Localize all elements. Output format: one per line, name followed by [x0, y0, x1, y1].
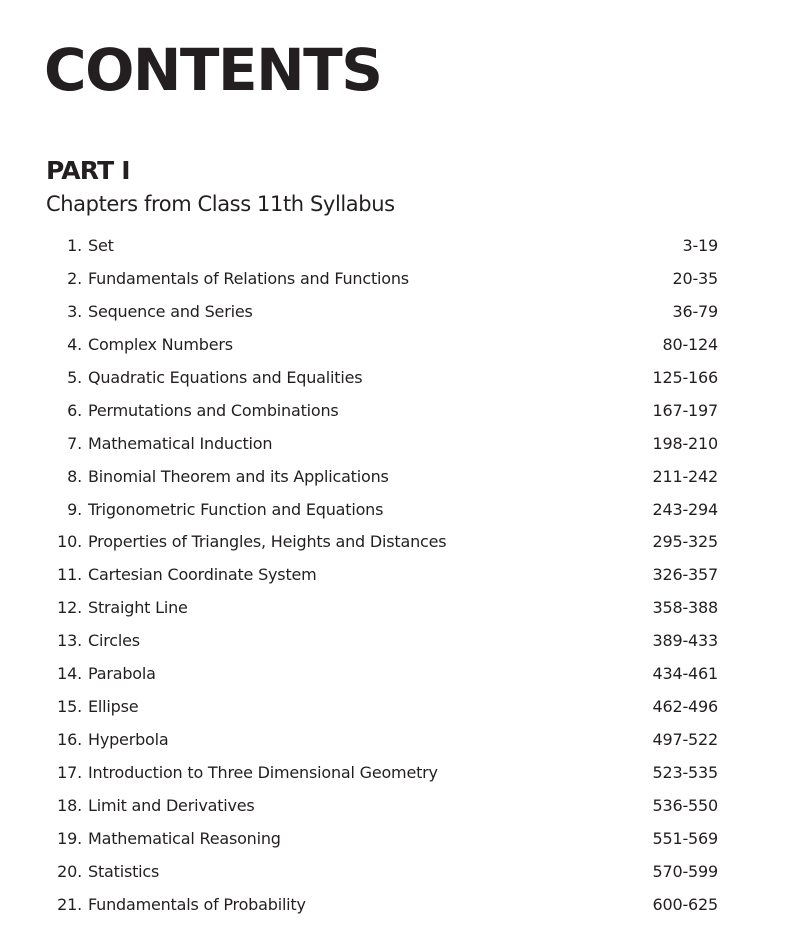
- chapter-title: Mathematical Induction: [88, 433, 273, 453]
- toc-entry[interactable]: [0, 756, 789, 789]
- toc-entry[interactable]: [0, 361, 789, 394]
- chapter-number: 19.: [57, 828, 82, 848]
- chapter-title: Cartesian Coordinate System: [88, 565, 317, 585]
- toc-entry[interactable]: [0, 591, 789, 624]
- chapter-title: Trigonometric Function and Equations: [88, 499, 384, 519]
- chapter-number: 5.: [67, 367, 82, 387]
- toc-entry[interactable]: [0, 855, 789, 888]
- chapter-pages: 243-294: [652, 499, 718, 519]
- chapter-title: Limit and Derivatives: [88, 795, 255, 815]
- chapter-number: 2.: [67, 268, 82, 288]
- chapter-title: Parabola: [88, 664, 156, 684]
- chapter-title: Properties of Triangles, Heights and Distances: [88, 532, 447, 552]
- toc-entry[interactable]: [0, 262, 789, 295]
- chapter-pages: 167-197: [652, 400, 718, 420]
- chapter-pages: 551-569: [652, 828, 718, 848]
- toc-entry[interactable]: [0, 657, 789, 690]
- chapter-number: 7.: [67, 433, 82, 453]
- part-subtitle: Chapters from Class 11th Syllabus: [46, 192, 395, 216]
- chapter-title: Hyperbola: [88, 730, 169, 750]
- toc-entry[interactable]: [0, 295, 789, 328]
- chapter-pages: 80-124: [662, 334, 718, 354]
- chapter-number: 21.: [57, 894, 82, 914]
- chapter-pages: 198-210: [652, 433, 718, 453]
- toc-entry[interactable]: [0, 493, 789, 526]
- chapter-number: 1.: [67, 236, 82, 255]
- chapter-number: 8.: [67, 466, 82, 486]
- chapter-number: 18.: [57, 795, 82, 815]
- chapter-pages: 36-79: [672, 301, 718, 321]
- chapter-title: Sequence and Series: [88, 301, 253, 321]
- chapter-number: 3.: [67, 301, 82, 321]
- chapter-title: Mathematical Reasoning: [88, 828, 281, 848]
- toc-entry[interactable]: [0, 328, 789, 361]
- chapter-pages: 3-19: [682, 236, 718, 255]
- chapter-pages: 523-535: [652, 763, 718, 782]
- chapter-pages: 125-166: [652, 367, 718, 387]
- chapter-number: 4.: [67, 334, 82, 354]
- toc-entry[interactable]: [0, 525, 789, 558]
- chapter-title: Fundamentals of Probability: [88, 894, 306, 914]
- chapter-pages: 358-388: [652, 598, 718, 618]
- chapter-title: Set: [88, 236, 114, 255]
- chapter-pages: 536-550: [652, 795, 718, 815]
- chapter-pages: 434-461: [652, 664, 718, 684]
- page-title: CONTENTS: [44, 36, 382, 104]
- chapter-number: 9.: [67, 499, 82, 519]
- toc-entry[interactable]: [0, 888, 789, 921]
- chapter-number: 15.: [57, 697, 82, 717]
- chapter-title: Circles: [88, 631, 140, 651]
- chapter-title: Introduction to Three Dimensional Geometry: [88, 763, 438, 782]
- toc-entry[interactable]: [0, 723, 789, 756]
- toc-entry[interactable]: [0, 460, 789, 493]
- chapter-pages: 462-496: [652, 697, 718, 717]
- chapter-title: Quadratic Equations and Equalities: [88, 367, 363, 387]
- toc-entry[interactable]: [0, 822, 789, 855]
- chapter-pages: 20-35: [672, 268, 718, 288]
- chapter-pages: 295-325: [652, 532, 718, 552]
- chapter-number: 20.: [57, 861, 82, 881]
- chapter-number: 10.: [57, 532, 82, 552]
- chapter-number: 12.: [57, 598, 82, 618]
- toc-entry[interactable]: [0, 789, 789, 822]
- chapter-pages: 389-433: [652, 631, 718, 651]
- chapter-pages: 211-242: [652, 466, 718, 486]
- chapter-pages: 497-522: [652, 730, 718, 750]
- chapter-number: 6.: [67, 400, 82, 420]
- toc-entry[interactable]: [0, 394, 789, 427]
- chapter-number: 16.: [57, 730, 82, 750]
- chapter-title: Straight Line: [88, 598, 188, 618]
- toc-entry[interactable]: [0, 624, 789, 657]
- chapter-number: 11.: [57, 565, 82, 585]
- chapter-pages: 570-599: [652, 861, 718, 881]
- chapter-title: Complex Numbers: [88, 334, 233, 354]
- chapter-title: Ellipse: [88, 697, 139, 717]
- chapter-title: Binomial Theorem and its Applications: [88, 466, 389, 486]
- toc-entry[interactable]: [0, 427, 789, 460]
- toc-entry[interactable]: [0, 229, 789, 262]
- chapter-number: 17.: [57, 763, 82, 782]
- chapter-title: Fundamentals of Relations and Functions: [88, 268, 409, 288]
- chapter-title: Permutations and Combinations: [88, 400, 339, 420]
- chapter-number: 13.: [57, 631, 82, 651]
- chapter-pages: 326-357: [652, 565, 718, 585]
- chapter-pages: 600-625: [652, 894, 718, 914]
- part-heading: PART I: [46, 156, 130, 185]
- toc-entry[interactable]: [0, 690, 789, 723]
- table-of-contents: [0, 229, 789, 921]
- chapter-number: 14.: [57, 664, 82, 684]
- toc-entry[interactable]: [0, 558, 789, 591]
- chapter-title: Statistics: [88, 861, 160, 881]
